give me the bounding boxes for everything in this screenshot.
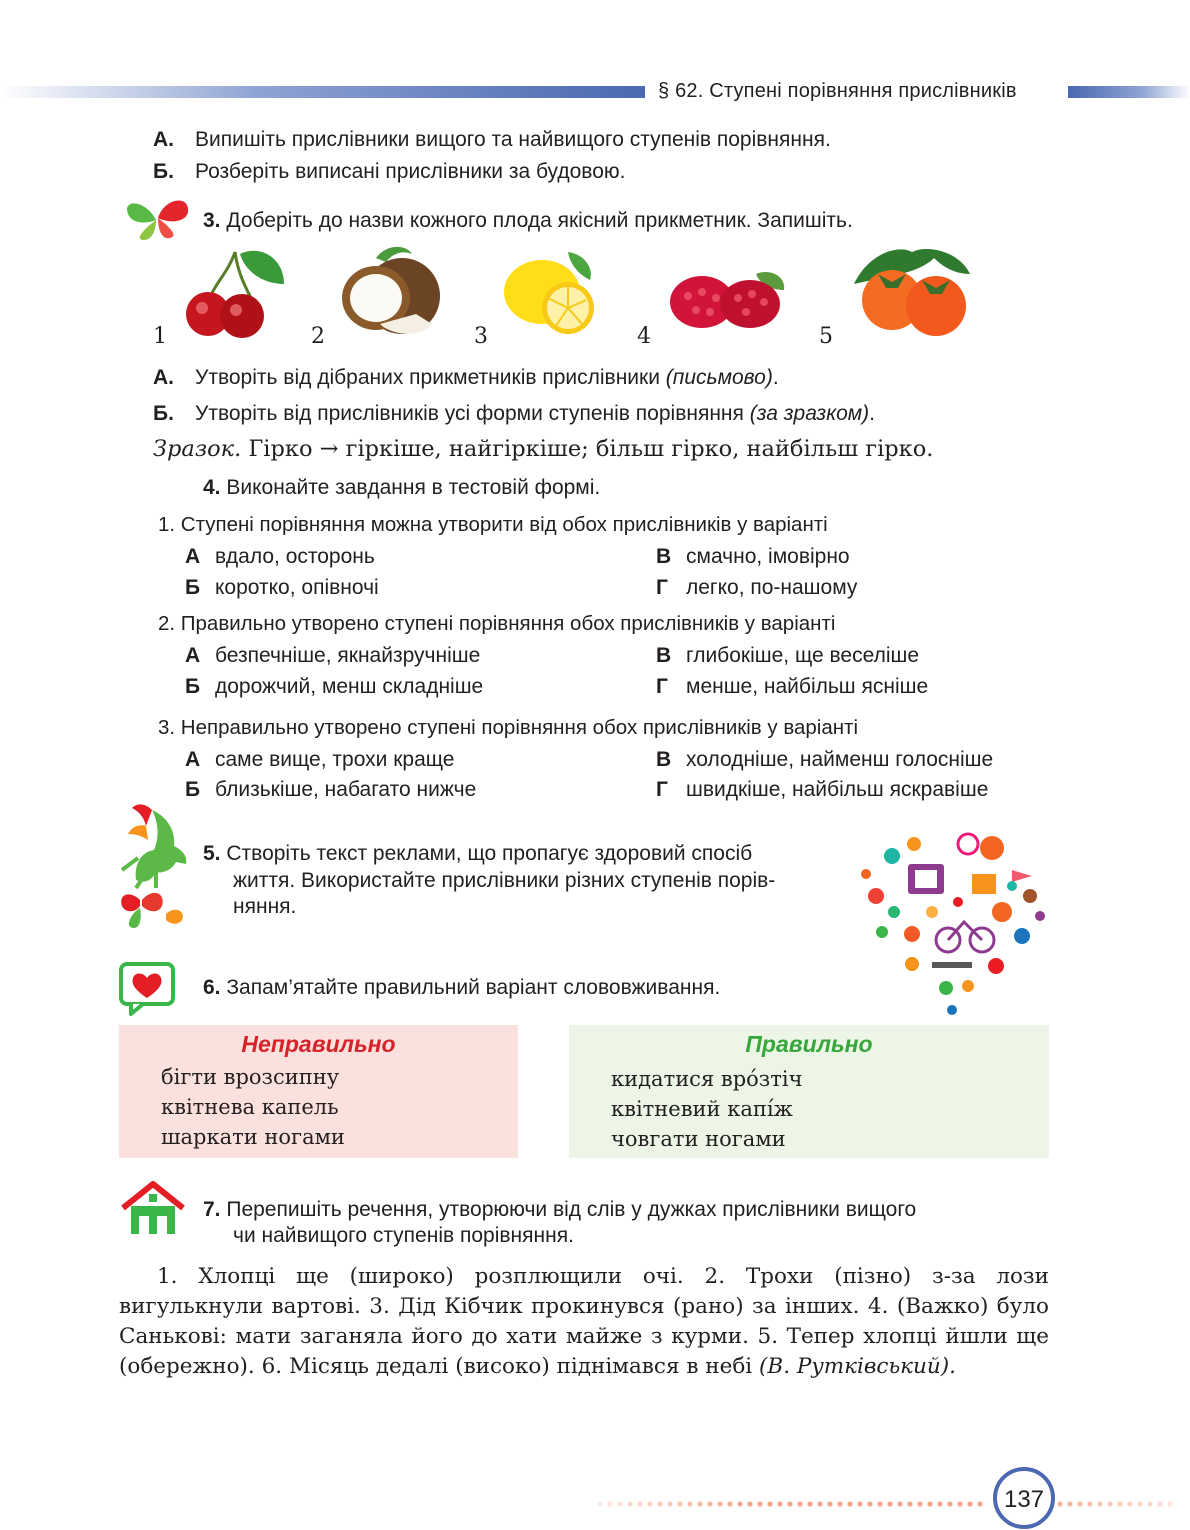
footer-dot xyxy=(1147,1501,1152,1506)
footer-dot xyxy=(817,1501,822,1506)
footer-dot xyxy=(1167,1501,1172,1506)
lemon-icon xyxy=(498,248,604,338)
task-b-text: Розберіть виписані прислівники за будовою. xyxy=(195,160,626,183)
footer-dot xyxy=(787,1501,792,1506)
footer-dot xyxy=(937,1501,942,1506)
ex7-line-1 xyxy=(203,1198,916,1222)
ex4-q3-option-a: А саме вище, трохи краще xyxy=(185,748,455,771)
task-a-text: Випишіть прислівники вищого та найвищого ступенів порівняння. xyxy=(195,128,831,151)
ex5-line-3: няння. xyxy=(233,895,297,918)
wrong-usage-item: бігти врозсипну xyxy=(161,1065,340,1089)
ex6-number: 6. xyxy=(203,976,221,999)
wrong-usage-item: шаркати ногами xyxy=(161,1125,345,1149)
footer-dot xyxy=(917,1501,922,1506)
ex3-task-b: Б. Утворіть від прислівників усі форми ступенів порівняння (за зразком). xyxy=(153,402,876,425)
footer-dot xyxy=(807,1501,812,1506)
footer-dot xyxy=(707,1501,712,1506)
ex7-line-2: чи найвищого ступенів порівняння. xyxy=(233,1224,574,1247)
ex3-number: 3. xyxy=(203,209,221,232)
ex4-number: 4. xyxy=(203,476,221,499)
healthy-lifestyle-heart-icon xyxy=(852,816,1054,1018)
ex7-sentences xyxy=(119,1262,1049,1382)
ex5-number: 5. xyxy=(203,842,221,865)
footer-dot xyxy=(597,1501,602,1506)
footer-dot xyxy=(617,1501,622,1506)
ex3-heading xyxy=(203,209,853,233)
wrong-usage-title: Неправильно xyxy=(241,1031,396,1057)
fruit-number-4: 4 xyxy=(637,324,651,349)
footer-dot xyxy=(737,1501,742,1506)
ex4-q3-option-g: Г швидкіше, найбільш яскравіше xyxy=(656,778,989,801)
ex3-a-note: (письмово) xyxy=(665,366,773,389)
butterflies-icon xyxy=(118,196,194,242)
task-b xyxy=(153,160,625,184)
raspberry-icon xyxy=(666,266,790,332)
footer-dot xyxy=(677,1501,682,1506)
footer-dot xyxy=(1097,1501,1102,1506)
wrong-usage-box xyxy=(119,1025,518,1158)
ex3-b-note: (за зразком) xyxy=(749,402,870,425)
wrong-usage-item: квітнева капель xyxy=(161,1095,339,1119)
footer-dot xyxy=(1057,1501,1062,1506)
ex3-sample-label: Зразок. xyxy=(153,436,242,462)
footer-dot xyxy=(1107,1501,1112,1506)
footer-dot xyxy=(977,1501,982,1506)
footer-dot xyxy=(757,1501,762,1506)
footer-dot xyxy=(967,1501,972,1506)
task-a xyxy=(153,128,831,152)
ex4-text: Виконайте завдання в тестовій формі. xyxy=(226,476,601,499)
footer-dot xyxy=(867,1501,872,1506)
heart-speech-bubble-icon xyxy=(119,962,175,1016)
footer-dot xyxy=(777,1501,782,1506)
ex7-text-1: Перепишіть речення, утворюючи від слів у дужках прислівники вищого xyxy=(226,1198,917,1221)
right-usage-item: квітневий капі́ж xyxy=(611,1097,793,1121)
footer-dot xyxy=(657,1501,662,1506)
task-b-letter: Б. xyxy=(153,160,174,183)
task-a-letter: А. xyxy=(153,128,174,151)
footer-dot xyxy=(637,1501,642,1506)
footer-dot xyxy=(1157,1501,1162,1506)
ex7-author: (В. Рутківський). xyxy=(759,1354,956,1379)
ex6-text: Запам’ятайте правильний варіант слововживання. xyxy=(226,976,721,999)
footer-dot xyxy=(837,1501,842,1506)
footer-dot xyxy=(927,1501,932,1506)
footer-dot xyxy=(897,1501,902,1506)
footer-dot xyxy=(1087,1501,1092,1506)
ex4-q2-option-a: А безпечніше, якнайзручніше xyxy=(185,644,481,667)
footer-dot xyxy=(687,1501,692,1506)
header-bar-left xyxy=(0,86,645,98)
footer-dot xyxy=(1077,1501,1082,1506)
persimmon-icon xyxy=(848,244,974,340)
home-icon xyxy=(119,1180,187,1236)
footer-dot xyxy=(947,1501,952,1506)
header-bar-right xyxy=(1068,86,1190,98)
ex4-q2-option-b: Б дорожчий, менш складніше xyxy=(185,675,484,698)
footer-dot xyxy=(727,1501,732,1506)
ex4-q2-option-g: Г менше, найбільш ясніше xyxy=(656,675,929,698)
section-title: § 62. Ступені порівняння прислівників xyxy=(658,80,1017,102)
footer-dot xyxy=(1137,1501,1142,1506)
ex3-task-a: А. Утворіть від дібраних прикметників прислівники (письмово). xyxy=(153,366,779,389)
ex4-heading xyxy=(203,476,600,500)
ex4-question-1: 1. Ступені порівняння можна утворити від обох прислівників у варіанті xyxy=(158,513,828,536)
ex5-text-1: Створіть текст реклами, що пропагує здоровий спосіб xyxy=(226,842,753,865)
coconut-icon xyxy=(336,244,446,340)
right-usage-item: човгати ногами xyxy=(611,1127,786,1151)
ex4-question-2: 2. Правильно утворено ступені порівняння обох прислівників у варіанті xyxy=(158,612,836,635)
footer-dot xyxy=(907,1501,912,1506)
right-usage-title: Правильно xyxy=(745,1031,873,1057)
ex4-q1-option-a: А вдало, осторонь xyxy=(185,545,375,568)
footer-dot xyxy=(647,1501,652,1506)
ex6-heading xyxy=(203,976,720,1000)
footer-dot xyxy=(847,1501,852,1506)
footer-dot xyxy=(877,1501,882,1506)
ex3-a-text: Утворіть від дібраних прикметників прислівники xyxy=(195,366,660,389)
ex4-q3-option-b: Б близькіше, набагато нижче xyxy=(185,778,477,801)
right-usage-item: кидатися вро́зтіч xyxy=(611,1067,803,1091)
page-number: 137 xyxy=(1003,1486,1045,1513)
ex5-line-1 xyxy=(203,842,752,866)
ex3-text: Доберіть до назви кожного плода якісний прикметник. Запишіть. xyxy=(226,209,853,232)
ex3-a-letter: А. xyxy=(153,366,174,389)
footer-dot xyxy=(797,1501,802,1506)
footer-dot xyxy=(697,1501,702,1506)
ex5-line-2: життя. Використайте прислівники різних ступенів порів- xyxy=(233,869,776,892)
ex4-q1-option-b: Б коротко, опівночі xyxy=(185,576,379,599)
footer-dot xyxy=(767,1501,772,1506)
ex4-q1-option-g: Г легко, по-нашому xyxy=(656,576,858,599)
fruit-number-5: 5 xyxy=(819,324,833,349)
footer-dot xyxy=(1117,1501,1122,1506)
fruit-number-2: 2 xyxy=(311,324,325,349)
right-usage-box xyxy=(569,1025,1049,1158)
footer-dot xyxy=(827,1501,832,1506)
unicorn-butterflies-icon xyxy=(116,796,198,936)
ex4-q1-option-v: В смачно, імовірно xyxy=(656,545,850,568)
ex3-sample xyxy=(153,436,933,462)
footer-dot xyxy=(1067,1501,1072,1506)
footer-dot xyxy=(607,1501,612,1506)
footer-dot xyxy=(717,1501,722,1506)
footer-dot xyxy=(627,1501,632,1506)
footer-dot xyxy=(857,1501,862,1506)
ex7-sentences-text: 1. Хлопці ще (широко) розплющили очі. 2. Трохи (пізно) з-за лози вигулькнули вартові. 3. Дід Кібчик прокинувся (рано) за інших. 4. (Важко) було Санькові: мати заганяла його до хати майже з курми. 5. Тепер хлопці йшли ще (обережно). 6. Місяць дедалі (високо) піднімався в небі xyxy=(119,1264,1049,1379)
fruit-number-3: 3 xyxy=(474,324,488,349)
ex7-number: 7. xyxy=(203,1198,221,1221)
ex4-q2-option-v: В глибокіше, ще веселіше xyxy=(656,644,920,667)
ex4-q3-option-v: В холодніше, найменш голосніше xyxy=(656,748,994,771)
footer-dot xyxy=(887,1501,892,1506)
footer-dot xyxy=(747,1501,752,1506)
ex4-question-3: 3. Неправильно утворено ступені порівняння обох прислівників у варіанті xyxy=(158,716,859,739)
footer-dot xyxy=(1127,1501,1132,1506)
footer-dots xyxy=(596,1498,1190,1510)
cherry-icon xyxy=(180,244,290,340)
ex3-b-letter: Б. xyxy=(153,402,174,425)
footer-dot xyxy=(667,1501,672,1506)
ex3-sample-text: Гірко → гіркіше, найгіркіше; більш гірко, найбільш гірко. xyxy=(248,436,934,462)
ex3-b-text: Утворіть від прислівників усі форми ступенів порівняння xyxy=(195,402,744,425)
footer-dot xyxy=(957,1501,962,1506)
fruit-number-1: 1 xyxy=(153,324,167,349)
